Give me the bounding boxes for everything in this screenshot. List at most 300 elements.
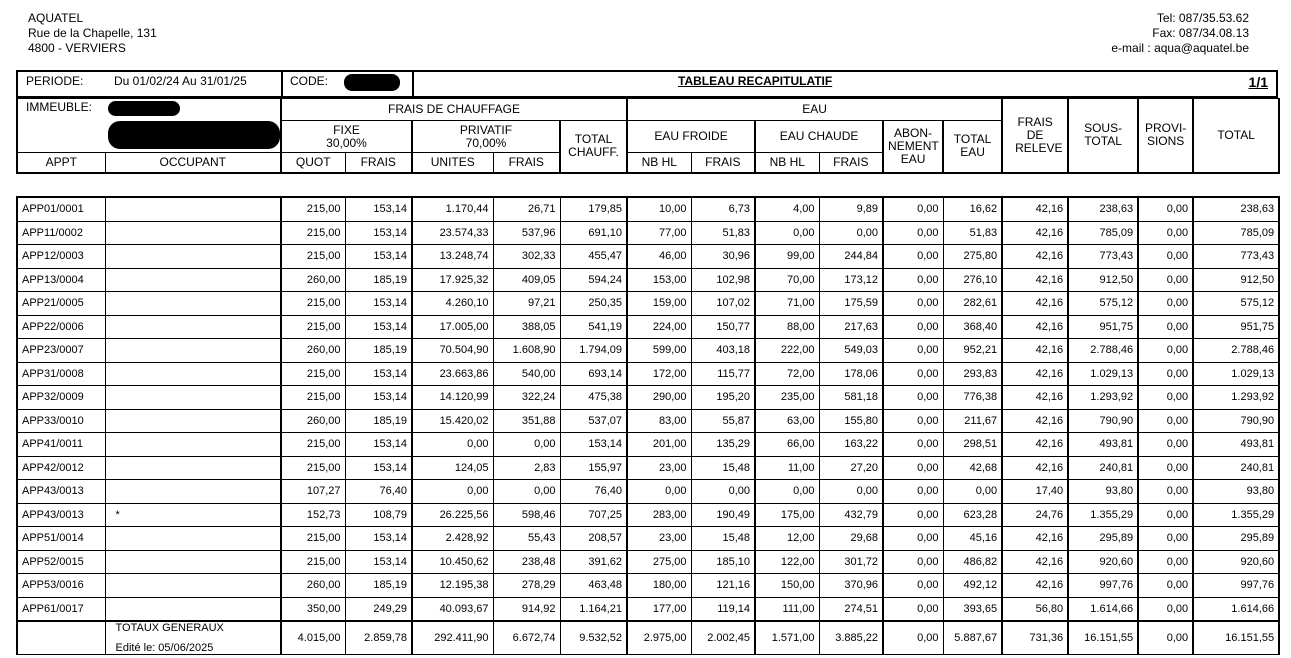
totals-row [17,621,1279,655]
total-eau-cell: 276,10 [943,268,1002,292]
frais-fixe-cell: 153,14 [345,362,412,386]
total-cell: 920,60 [1193,550,1279,574]
unites-cell: 4.260,10 [412,292,493,316]
total-chauff-cell: 707,25 [560,503,627,527]
table-row [17,362,1279,386]
nbhl-chaude-cell: 70,00 [755,268,819,292]
frais-chaude-cell: 370,96 [819,574,883,598]
sous-total-header: SOUS-TOTAL [1068,99,1138,173]
abonnement-cell: 0,00 [883,268,943,292]
frais-froide-cell: 107,02 [691,292,755,316]
sous-total-cell: 2.788,46 [1068,339,1138,363]
sous-total-cell: 790,90 [1068,409,1138,433]
appt-cell: APP42/0012 [17,456,105,480]
frais-chaude-cell: 244,84 [819,245,883,269]
provisions-cell: 0,00 [1138,197,1193,221]
privatif-header: PRIVATIF 70,00% [412,121,560,153]
total-chauff-cell: 594,24 [560,268,627,292]
totals-label: TOTAUX GENERAUX [115,622,224,634]
total-eau-cell: 42,68 [943,456,1002,480]
provisions-cell: 0,00 [1138,362,1193,386]
sous-total-cell: 951,75 [1068,315,1138,339]
abonnement-cell: 0,00 [883,197,943,221]
nbhl-froide-cell: 153,00 [627,268,691,292]
frais-fixe-cell: 153,14 [345,221,412,245]
summary-table [16,98,1280,655]
appt-cell: APP32/0009 [17,386,105,410]
occupant-cell [105,386,281,410]
total-cell: 238,63 [1193,197,1279,221]
total-eau-cell: 298,51 [943,433,1002,457]
frais-releve-cell: 42,16 [1002,292,1068,316]
total-cell: 575,12 [1193,292,1279,316]
sous-total-cell: 295,89 [1068,527,1138,551]
total-chauff-header: TOTAL CHAUFF. [560,121,627,173]
table-row [17,197,1279,221]
nbhl-chaude-cell: 72,00 [755,362,819,386]
quot-cell: 215,00 [281,386,345,410]
table-row [17,386,1279,410]
frais-froide-cell: 6,73 [691,197,755,221]
quot-cell: 215,00 [281,292,345,316]
nbhl-froide-cell: 83,00 [627,409,691,433]
nbhl-chaude-cell: 122,00 [755,550,819,574]
total-eau-cell: 211,67 [943,409,1002,433]
quot-cell: 215,00 [281,456,345,480]
provisions-cell: 0,00 [1138,315,1193,339]
total-chauff-cell: 76,40 [560,480,627,504]
table-row [17,339,1279,363]
total-eau-header: TOTAL EAU [943,121,1002,173]
frais-releve-cell: 42,16 [1002,527,1068,551]
quot-cell: 215,00 [281,245,345,269]
nbhl-chaude-total-cell: 1.571,00 [755,621,819,655]
eau-chaude-header: EAU CHAUDE [755,121,883,153]
frais-fixe-cell: 153,14 [345,197,412,221]
frais-fixe-cell: 153,14 [345,315,412,339]
total-cell: 951,75 [1193,315,1279,339]
appt-cell: APP33/0010 [17,409,105,433]
total-eau-cell: 16,62 [943,197,1002,221]
abonnement-cell: 0,00 [883,315,943,339]
frais-privatif-total-cell: 6.672,74 [493,621,560,655]
provisions-cell: 0,00 [1138,597,1193,621]
total-eau-total-cell: 5.887,67 [943,621,1002,655]
sous-total-cell: 773,43 [1068,245,1138,269]
sous-total-cell: 920,60 [1068,550,1138,574]
frais-chaude-cell: 173,12 [819,268,883,292]
total-cell: 295,89 [1193,527,1279,551]
provisions-total-cell: 0,00 [1138,621,1193,655]
total-chauff-cell: 153,14 [560,433,627,457]
nbhl-froide-cell: 172,00 [627,362,691,386]
total-eau-cell: 282,61 [943,292,1002,316]
total-chauff-cell: 250,35 [560,292,627,316]
gap-row [17,173,1279,198]
table-row [17,503,1279,527]
occupant-cell: * [105,503,281,527]
abonnement-cell: 0,00 [883,574,943,598]
occupant-cell [105,409,281,433]
frais-chaude-cell: 9,89 [819,197,883,221]
appt-header: APPT [17,153,105,173]
fixe-header: FIXE 30,00% [281,121,412,153]
appt-cell: APP22/0006 [17,315,105,339]
abonnement-cell: 0,00 [883,480,943,504]
frais-chaude-cell: 178,06 [819,362,883,386]
quot-cell: 215,00 [281,221,345,245]
quot-cell: 215,00 [281,550,345,574]
frais-chaude-cell: 27,20 [819,456,883,480]
total-total-cell: 16.151,55 [1193,621,1279,655]
nbhl-froide-total-cell: 2.975,00 [627,621,691,655]
periode-value: Du 01/02/24 Au 31/01/25 [114,74,247,88]
frais-privatif-cell: 26,71 [493,197,560,221]
provisions-cell: 0,00 [1138,339,1193,363]
provisions-cell: 0,00 [1138,268,1193,292]
frais-privatif-cell: 914,92 [493,597,560,621]
company-name: AQUATEL [28,11,84,25]
sous-total-cell: 1.293,92 [1068,386,1138,410]
frais-fixe-cell: 185,19 [345,268,412,292]
occupant-cell [105,339,281,363]
appt-cell: APP52/0015 [17,550,105,574]
frais-froide-cell: 135,29 [691,433,755,457]
unites-cell: 26.225,56 [412,503,493,527]
frais-releve-cell: 42,16 [1002,339,1068,363]
frais-fixe-cell: 153,14 [345,527,412,551]
table-row [17,221,1279,245]
frais-privatif-cell: 322,24 [493,386,560,410]
total-chauff-cell: 537,07 [560,409,627,433]
frais-chaude-cell: 0,00 [819,480,883,504]
frais-privatif-cell: 388,05 [493,315,560,339]
frais-froide-cell: 0,00 [691,480,755,504]
total-chauff-cell: 391,62 [560,550,627,574]
sous-total-cell: 1.355,29 [1068,503,1138,527]
nbhl-froide-cell: 23,00 [627,456,691,480]
nbhl-froide-cell: 159,00 [627,292,691,316]
occupant-cell [105,574,281,598]
table-row [17,597,1279,621]
nbhl-chaude-cell: 71,00 [755,292,819,316]
frais-froide-total-cell: 2.002,45 [691,621,755,655]
appt-cell: APP23/0007 [17,339,105,363]
total-chauff-cell: 208,57 [560,527,627,551]
total-chauff-cell: 541,19 [560,315,627,339]
table-row [17,409,1279,433]
provisions-cell: 0,00 [1138,245,1193,269]
unites-cell: 12.195,38 [412,574,493,598]
code-label: CODE: [290,74,329,88]
frais-fixe-header: FRAIS [345,153,412,173]
company-street: Rue de la Chapelle, 131 [28,26,157,40]
frais-froide-cell: 51,83 [691,221,755,245]
quot-cell: 152,73 [281,503,345,527]
unites-cell: 70.504,90 [412,339,493,363]
occupant-cell [105,315,281,339]
nbhl-froide-cell: 290,00 [627,386,691,410]
nbhl-chaude-cell: 12,00 [755,527,819,551]
abonnement-cell: 0,00 [883,386,943,410]
sous-total-cell: 93,80 [1068,480,1138,504]
total-header: TOTAL [1193,99,1279,173]
total-eau-cell: 623,28 [943,503,1002,527]
fax: Fax: 087/34.08.13 [1152,26,1249,40]
frais-froide-cell: 115,77 [691,362,755,386]
frais-froide-cell: 102,98 [691,268,755,292]
abonnement-cell: 0,00 [883,456,943,480]
frais-chauffage-header: FRAIS DE CHAUFFAGE [281,99,627,121]
frais-chaude-total-cell: 3.885,22 [819,621,883,655]
eau-froide-header: EAU FROIDE [627,121,755,153]
frais-privatif-cell: 0,00 [493,480,560,504]
nbhl-chaude-cell: 66,00 [755,433,819,457]
total-eau-cell: 776,38 [943,386,1002,410]
total-chauff-cell: 179,85 [560,197,627,221]
frais-privatif-header: FRAIS [493,153,560,173]
periode-label: PERIODE: [26,74,84,88]
unites-cell: 0,00 [412,480,493,504]
occupant-cell [105,221,281,245]
frais-privatif-cell: 278,29 [493,574,560,598]
provisions-cell: 0,00 [1138,527,1193,551]
total-cell: 240,81 [1193,456,1279,480]
frais-releve-cell: 42,16 [1002,456,1068,480]
occupant-cell [105,245,281,269]
nbhl-chaude-cell: 63,00 [755,409,819,433]
abonnement-cell: 0,00 [883,409,943,433]
table-row [17,315,1279,339]
nbhl-chaude-cell: 0,00 [755,480,819,504]
abonnement-cell: 0,00 [883,221,943,245]
frais-privatif-cell: 598,46 [493,503,560,527]
provisions-cell: 0,00 [1138,386,1193,410]
frais-fixe-cell: 153,14 [345,292,412,316]
frais-fixe-cell: 76,40 [345,480,412,504]
unites-cell: 17.005,00 [412,315,493,339]
quot-header: QUOT [281,153,345,173]
nbhl-chaude-cell: 111,00 [755,597,819,621]
frais-releve-cell: 17,40 [1002,480,1068,504]
page-number: 1/1 [1248,74,1268,90]
unites-cell: 23.574,33 [412,221,493,245]
abonnement-cell: 0,00 [883,245,943,269]
provisions-cell: 0,00 [1138,456,1193,480]
quot-cell: 215,00 [281,197,345,221]
frais-releve-cell: 42,16 [1002,197,1068,221]
frais-releve-cell: 42,16 [1002,221,1068,245]
frais-chaude-header: FRAIS [819,153,883,173]
frais-privatif-cell: 409,05 [493,268,560,292]
nbhl-chaude-cell: 88,00 [755,315,819,339]
occupant-cell [105,292,281,316]
table-row [17,292,1279,316]
table-body [17,173,1279,655]
totals-label-cell [105,621,281,655]
frais-chaude-cell: 29,68 [819,527,883,551]
totals-appt-cell [17,621,105,655]
frais-froide-cell: 15,48 [691,527,755,551]
nbhl-chaude-cell: 175,00 [755,503,819,527]
quot-cell: 350,00 [281,597,345,621]
appt-cell: APP31/0008 [17,362,105,386]
frais-froide-cell: 119,14 [691,597,755,621]
nbhl-chaude-cell: 235,00 [755,386,819,410]
table-row [17,550,1279,574]
quot-cell: 260,00 [281,574,345,598]
frais-releve-cell: 56,80 [1002,597,1068,621]
total-eau-cell: 51,83 [943,221,1002,245]
total-cell: 93,80 [1193,480,1279,504]
appt-cell: APP51/0014 [17,527,105,551]
nbhl-froide-cell: 599,00 [627,339,691,363]
frais-froide-cell: 195,20 [691,386,755,410]
unites-cell: 15.420,02 [412,409,493,433]
sous-total-cell: 1.614,66 [1068,597,1138,621]
frais-froide-cell: 150,77 [691,315,755,339]
appt-cell: APP11/0002 [17,221,105,245]
total-cell: 2.788,46 [1193,339,1279,363]
occupant-cell [105,197,281,221]
frais-privatif-cell: 537,96 [493,221,560,245]
appt-cell: APP43/0013 [17,503,105,527]
frais-releve-cell: 42,16 [1002,315,1068,339]
sous-total-cell: 575,12 [1068,292,1138,316]
frais-chaude-cell: 175,59 [819,292,883,316]
abonnement-cell: 0,00 [883,362,943,386]
sous-total-cell: 238,63 [1068,197,1138,221]
occupant-cell [105,550,281,574]
total-cell: 1.614,66 [1193,597,1279,621]
quot-total-cell: 4.015,00 [281,621,345,655]
redacted-code [344,74,400,91]
quot-cell: 260,00 [281,339,345,363]
total-chauff-cell: 1.164,21 [560,597,627,621]
abonnement-cell: 0,00 [883,503,943,527]
total-cell: 790,90 [1193,409,1279,433]
sous-total-cell: 785,09 [1068,221,1138,245]
total-eau-cell: 293,83 [943,362,1002,386]
total-cell: 1.293,92 [1193,386,1279,410]
frais-releve-cell: 42,16 [1002,268,1068,292]
total-cell: 773,43 [1193,245,1279,269]
abonnement-cell: 0,00 [883,433,943,457]
total-cell: 785,09 [1193,221,1279,245]
frais-privatif-cell: 238,48 [493,550,560,574]
nbhl-chaude-cell: 11,00 [755,456,819,480]
total-chauff-cell: 693,14 [560,362,627,386]
unites-cell: 2.428,92 [412,527,493,551]
frais-fixe-cell: 185,19 [345,574,412,598]
frais-releve-header: FRAIS DE RELEVE [1002,99,1068,173]
frais-privatif-cell: 540,00 [493,362,560,386]
provisions-cell: 0,00 [1138,433,1193,457]
table-row [17,480,1279,504]
frais-privatif-cell: 2,83 [493,456,560,480]
quot-cell: 215,00 [281,362,345,386]
occupant-cell [105,527,281,551]
abonnement-cell: 0,00 [883,550,943,574]
frais-froide-cell: 15,48 [691,456,755,480]
nbhl-chaude-cell: 0,00 [755,221,819,245]
table-row [17,574,1279,598]
total-cell: 997,76 [1193,574,1279,598]
provisions-cell: 0,00 [1138,480,1193,504]
nbhl-chaude-cell: 99,00 [755,245,819,269]
abonnement-cell: 0,00 [883,527,943,551]
total-eau-cell: 45,16 [943,527,1002,551]
immeuble-cell [17,99,281,153]
provisions-header: PROVI-SIONS [1138,99,1193,173]
total-cell: 1.029,13 [1193,362,1279,386]
nbhl-froide-cell: 0,00 [627,480,691,504]
edited-date: Edité le: 05/06/2025 [115,642,214,654]
provisions-cell: 0,00 [1138,574,1193,598]
nbhl-froide-cell: 10,00 [627,197,691,221]
frais-releve-cell: 42,16 [1002,409,1068,433]
nbhl-froide-cell: 224,00 [627,315,691,339]
frais-releve-total-cell: 731,36 [1002,621,1068,655]
frais-releve-cell: 42,16 [1002,433,1068,457]
table-row [17,245,1279,269]
frais-chaude-cell: 163,22 [819,433,883,457]
divider [412,72,414,96]
frais-chaude-cell: 301,72 [819,550,883,574]
abonnement-header: ABON-NEMENT EAU [883,121,943,173]
frais-chaude-cell: 155,80 [819,409,883,433]
company-contact [1111,11,1249,56]
abonnement-cell: 0,00 [883,292,943,316]
occupant-cell [105,268,281,292]
frais-froide-cell: 403,18 [691,339,755,363]
frais-fixe-cell: 153,14 [345,386,412,410]
unites-cell: 40.093,67 [412,597,493,621]
total-cell: 493,81 [1193,433,1279,457]
total-chauff-cell: 1.794,09 [560,339,627,363]
sous-total-cell: 240,81 [1068,456,1138,480]
nbhl-chaude-cell: 4,00 [755,197,819,221]
sous-total-cell: 997,76 [1068,574,1138,598]
frais-releve-cell: 42,16 [1002,362,1068,386]
frais-chaude-cell: 274,51 [819,597,883,621]
total-chauff-cell: 463,48 [560,574,627,598]
report-title: TABLEAU RECAPITULATIF [678,74,833,88]
provisions-cell: 0,00 [1138,550,1193,574]
nbhl-froide-cell: 180,00 [627,574,691,598]
report-header [16,70,1278,98]
frais-chaude-cell: 549,03 [819,339,883,363]
appt-cell: APP13/0004 [17,268,105,292]
total-eau-cell: 492,12 [943,574,1002,598]
frais-froide-header: FRAIS [691,153,755,173]
frais-privatif-cell: 302,33 [493,245,560,269]
frais-fixe-cell: 185,19 [345,339,412,363]
unites-total-cell: 292.411,90 [412,621,493,655]
table-row [17,268,1279,292]
unites-cell: 124,05 [412,456,493,480]
frais-fixe-total-cell: 2.859,78 [345,621,412,655]
nbhl-chaude-header: NB HL [755,153,819,173]
appt-cell: APP41/0011 [17,433,105,457]
nbhl-froide-cell: 275,00 [627,550,691,574]
appt-cell: APP01/0001 [17,197,105,221]
occupant-cell [105,433,281,457]
sous-total-cell: 912,50 [1068,268,1138,292]
frais-fixe-cell: 249,29 [345,597,412,621]
quot-cell: 107,27 [281,480,345,504]
unites-cell: 23.663,86 [412,362,493,386]
